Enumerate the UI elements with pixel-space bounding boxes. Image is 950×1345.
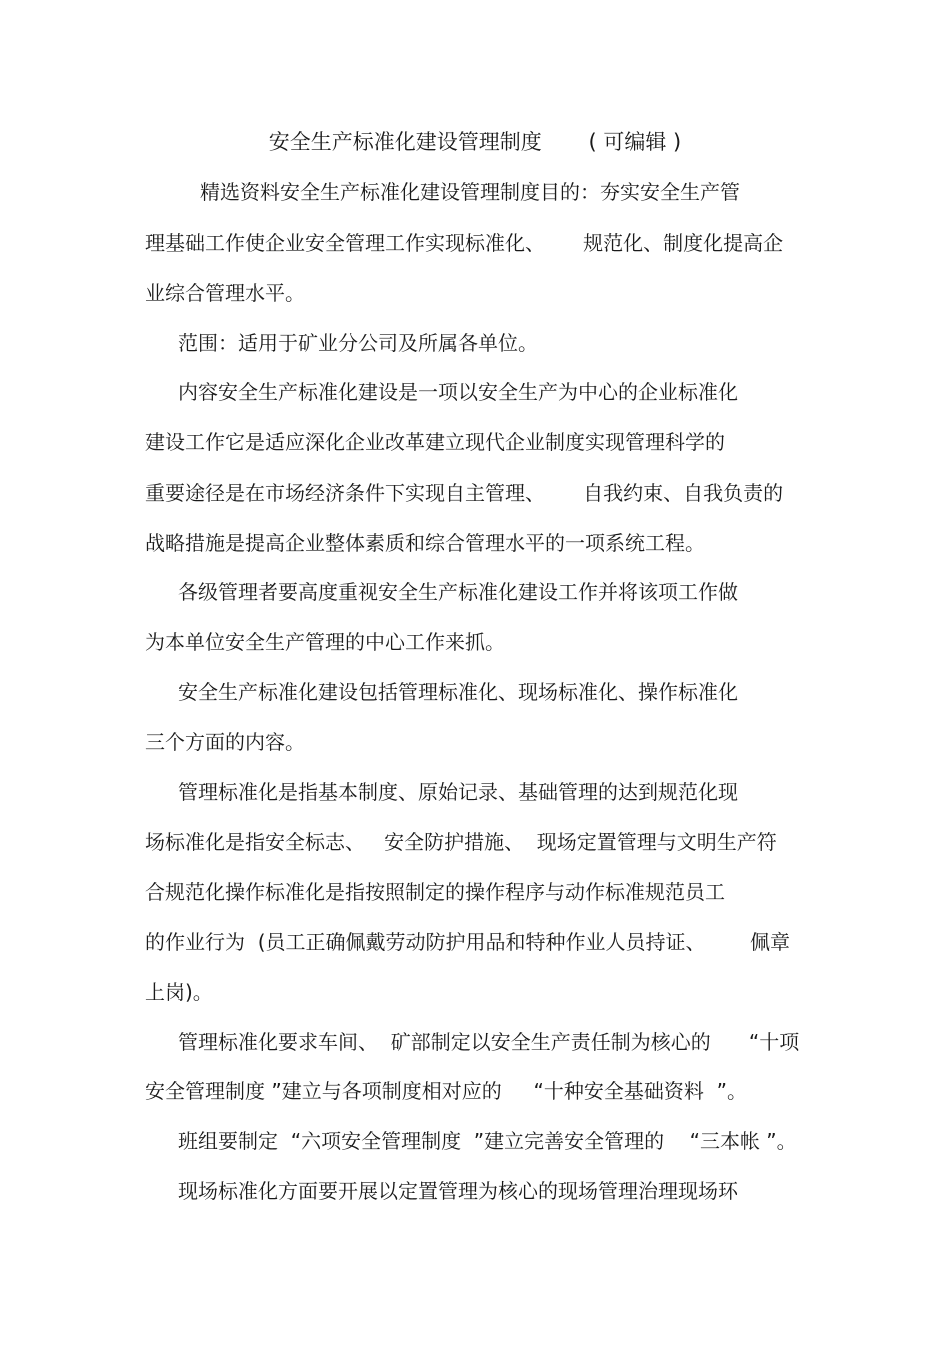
paragraph-line: 现场标准化方面要开展以定置管理为核心的现场管理治理现场环 [178, 1179, 738, 1203]
paragraph-line: 的作业行为 (员工正确佩戴劳动防护用品和特种作业人员持证、 佩章 [145, 930, 791, 954]
paragraph-line: 业综合管理水平。 [145, 281, 305, 305]
paragraph-line: 安全管理制度 ”建立与各项制度相对应的 “十种安全基础资料 ”。 [145, 1079, 747, 1103]
paragraph-line: 上岗)。 [145, 980, 213, 1004]
document-title: 安全生产标准化建设管理制度 ( 可编辑 ) [268, 130, 682, 154]
paragraph-line: 范围：适用于矿业分公司及所属各单位。 [178, 331, 538, 355]
paragraph-line: 重要途径是在市场经济条件下实现自主管理、 自我约束、自我负责的 [145, 481, 784, 505]
paragraph-line: 精选资料安全生产标准化建设管理制度目的：夯实安全生产管 [200, 180, 740, 204]
paragraph-line: 管理标准化是指基本制度、原始记录、基础管理的达到规范化现 [178, 780, 738, 804]
paragraph-line: 三个方面的内容。 [145, 730, 305, 754]
paragraph-line: 为本单位安全生产管理的中心工作来抓。 [145, 630, 505, 654]
paragraph-line: 场标准化是指安全标志、 安全防护措施、 现场定置管理与文明生产符 [145, 830, 777, 854]
paragraph-line: 安全生产标准化建设包括管理标准化、现场标准化、操作标准化 [178, 680, 738, 704]
paragraph-line: 战略措施是提高企业整体素质和综合管理水平的一项系统工程。 [145, 531, 705, 555]
paragraph-line: 合规范化操作标准化是指按照制定的操作程序与动作标准规范员工 [145, 880, 725, 904]
paragraph-line: 班组要制定 “六项安全管理制度 ”建立完善安全管理的 “三本帐 ”。 [178, 1129, 797, 1153]
paragraph-line: 建设工作它是适应深化企业改革建立现代企业制度实现管理科学的 [145, 430, 725, 454]
paragraph-line: 各级管理者要高度重视安全生产标准化建设工作并将该项工作做 [178, 580, 738, 604]
paragraph-line: 内容安全生产标准化建设是一项以安全生产为中心的企业标准化 [178, 380, 738, 404]
paragraph-line: 理基础工作使企业安全管理工作实现标准化、 规范化、制度化提高企 [145, 231, 784, 255]
paragraph-line: 管理标准化要求车间、 矿部制定以安全生产责任制为核心的 “十项 [178, 1030, 800, 1054]
